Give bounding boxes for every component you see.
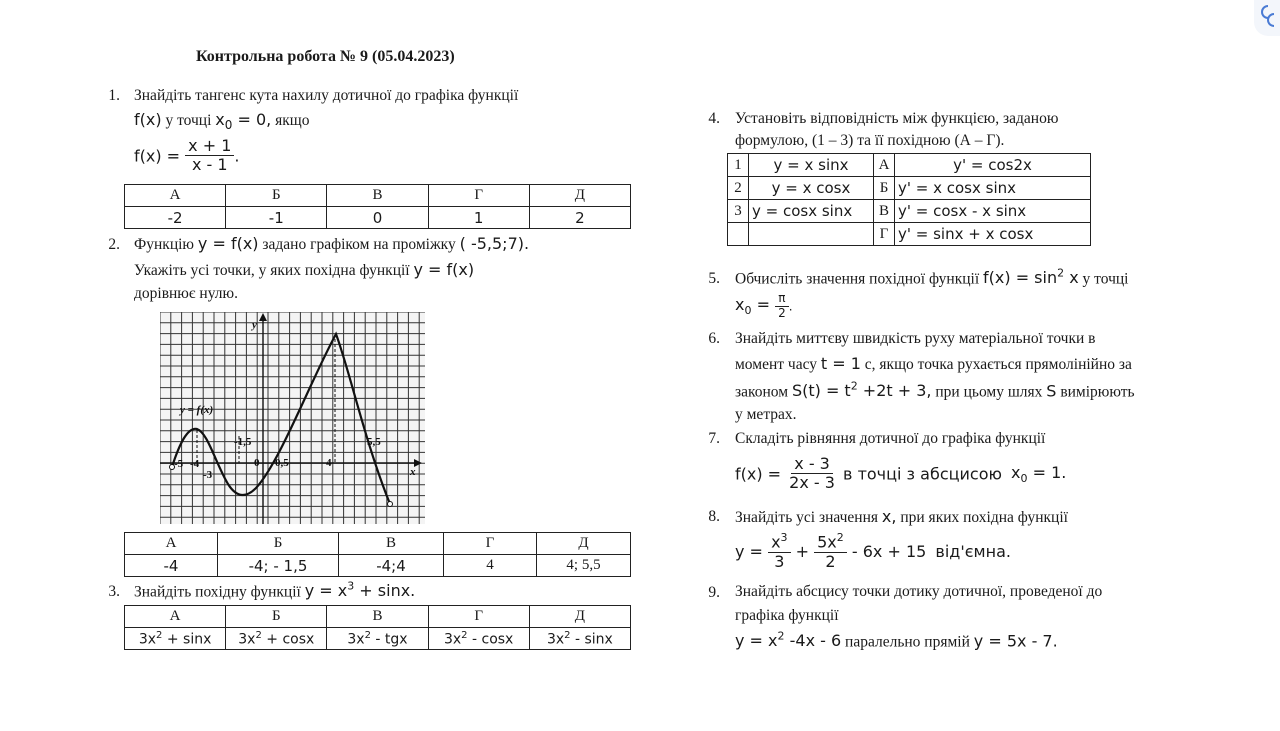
q2-header: В — [339, 533, 444, 555]
q3-value: $3x^2 + \sin x$ — [125, 628, 226, 650]
q3-value: $3x^2$ - sinx — [529, 628, 630, 650]
q2-header: А — [125, 533, 218, 555]
q1-value: 2 — [529, 207, 630, 229]
q7-formula: f(x) = $\frac{x - 3}{2x - 3}$ в точці з абсцисою $x_0 = 1$. — [735, 454, 1067, 493]
tick-label: -3 — [203, 469, 213, 481]
tick-label: 5,5 — [367, 436, 381, 448]
q4-function: y = x cosx — [749, 177, 874, 200]
q1-formula: f(x) = $\frac{x + 1}{x - 1}$ . — [134, 136, 240, 175]
q4-letter: Б — [874, 177, 895, 200]
q2-graph — [160, 312, 425, 524]
tick-label: 4 — [326, 457, 332, 469]
q3-header: Д — [529, 606, 630, 628]
q6-line1: Знайдіть миттєву швидкість руху матеріальної точки в — [735, 330, 1096, 347]
q1-header: А — [125, 185, 226, 207]
q1-at-point: у точці — [165, 112, 212, 129]
q5-line1: Обчисліть значення похідної функції $f(x) = \sin^2 x$ у точці — [735, 267, 1129, 288]
q4-row-number: 1 — [728, 154, 749, 177]
q1-header: В — [327, 185, 428, 207]
q4-function: y = cosx sinx — [749, 200, 874, 223]
q7-number: 7. — [708, 430, 720, 447]
q4-function — [749, 223, 874, 246]
q5-point: $x_0$ = $\frac{\pi}{2}$ . — [735, 291, 793, 320]
q1-number: 1. — [108, 87, 120, 104]
q4-line2: формулою, (1 – 3) та її похідною (А – Г). — [735, 132, 1005, 149]
q1-header: Г — [428, 185, 529, 207]
q2-line2: Укажіть усі точки, у яких похідна функції y = f(x) — [134, 260, 475, 279]
q3-value: $3x^2 + \cos x$ — [226, 628, 327, 650]
q6-line3: законом $S(t) = t^2 +2t + 3$, при цьому шлях S вимірюють — [735, 380, 1135, 401]
q1-value: 1 — [428, 207, 529, 229]
external-link-icon[interactable] — [1254, 0, 1280, 36]
q1-line2 — [134, 110, 310, 132]
q3-number: 3. — [108, 583, 120, 600]
tick-label: -5 — [174, 458, 184, 470]
function-label: y = f(x) — [180, 404, 214, 416]
q2-header: Б — [218, 533, 339, 555]
q3-line1: Знайдіть похідну функції $y = x^3 + \sin x$. — [134, 580, 416, 601]
q4-letter: А — [874, 154, 895, 177]
q7-line1: Складіть рівняння дотичної до графіка функції — [735, 430, 1046, 447]
q8-line1: Знайдіть усі значення x, при яких похідна функції — [735, 507, 1068, 526]
end-point — [388, 502, 393, 507]
q8-number: 8. — [708, 508, 720, 525]
q2-value: -4; - 1,5 — [218, 555, 339, 577]
q3-value: $3x^2$ - cosx — [428, 628, 529, 650]
q4-number: 4. — [708, 110, 720, 127]
q4-line1: Установіть відповідність між функцією, заданою — [735, 110, 1059, 127]
q4-row-number: 2 — [728, 177, 749, 200]
q4-letter: Г — [874, 223, 895, 246]
q4-derivative: y' = x cosx sinx — [895, 177, 1091, 200]
q1-line1: Знайдіть тангенс кута нахилу дотичної до графіка функції — [134, 87, 519, 104]
q3-header: В — [327, 606, 428, 628]
q1-fraction: $\frac{x + 1}{x - 1}$ — [185, 137, 234, 175]
tick-label: -1,5 — [234, 436, 252, 448]
q1-answer-table — [124, 184, 631, 229]
q1-value: -1 — [226, 207, 327, 229]
q2-value: -4 — [125, 555, 218, 577]
q4-row-number — [728, 223, 749, 246]
q6-line2: момент часу t = 1 с, якщо точка рухається прямолінійно за — [735, 354, 1132, 373]
q2-answer-table — [124, 532, 631, 577]
q1-value: 0 — [327, 207, 428, 229]
q4-derivative: y' = cosx - x sinx — [895, 200, 1091, 223]
q3-header: Б — [226, 606, 327, 628]
q4-row-number: 3 — [728, 200, 749, 223]
q2-value: 4; 5,5 — [537, 555, 631, 577]
q5-number: 5. — [708, 270, 720, 287]
q9-line2: графіка функції — [735, 607, 839, 624]
q9-line3: $y = x^2$ -4x - 6 паралельно прямій y = 5x - 7. — [735, 630, 1058, 651]
q6-number: 6. — [708, 330, 720, 347]
q9-line1: Знайдіть абсцису точки дотику дотичної, проведеної до — [735, 583, 1103, 600]
q3-value: $3x^2$ - tgx — [327, 628, 428, 650]
q2-value: -4;4 — [339, 555, 444, 577]
tick-label: 0 — [254, 457, 260, 469]
q1-x0: $x_0 = 0$, — [215, 110, 272, 133]
q2-line3: дорівнює нулю. — [134, 285, 238, 302]
q1-if: якщо — [275, 112, 310, 129]
q3-header: Г — [428, 606, 529, 628]
page-title: Контрольна робота № 9 (05.04.2023) — [196, 48, 455, 65]
q3-answer-table — [124, 605, 631, 650]
x-axis-label: x — [410, 466, 416, 478]
q4-match-table — [727, 153, 1091, 246]
q3-header: А — [125, 606, 226, 628]
q4-derivative: y' = cos2x — [895, 154, 1091, 177]
q2-line1: Функцію y = f(x) задано графіком на проміжку ( -5,5;7). — [134, 234, 530, 253]
q1-fx: f(x) — [134, 110, 162, 129]
q2-header: Д — [537, 533, 631, 555]
q6-line4: у метрах. — [735, 406, 797, 423]
tick-label: -4 — [190, 458, 200, 470]
tick-label: 0,5 — [275, 457, 289, 469]
q4-function: y = x sinx — [749, 154, 874, 177]
q9-number: 9. — [708, 584, 720, 601]
q2-value: 4 — [444, 555, 537, 577]
q2-number: 2. — [108, 236, 120, 253]
y-axis-label: y — [252, 319, 257, 331]
q2-header: Г — [444, 533, 537, 555]
q1-header: Д — [529, 185, 630, 207]
q1-header: Б — [226, 185, 327, 207]
q4-derivative: y' = sinx + x cosx — [895, 223, 1091, 246]
q1-value: -2 — [125, 207, 226, 229]
q8-formula: y = $\frac{x^3}{3}$ + $\frac{5x^2}{2}$ - 6x + 15 від'ємна. — [735, 531, 1011, 571]
q4-letter: В — [874, 200, 895, 223]
